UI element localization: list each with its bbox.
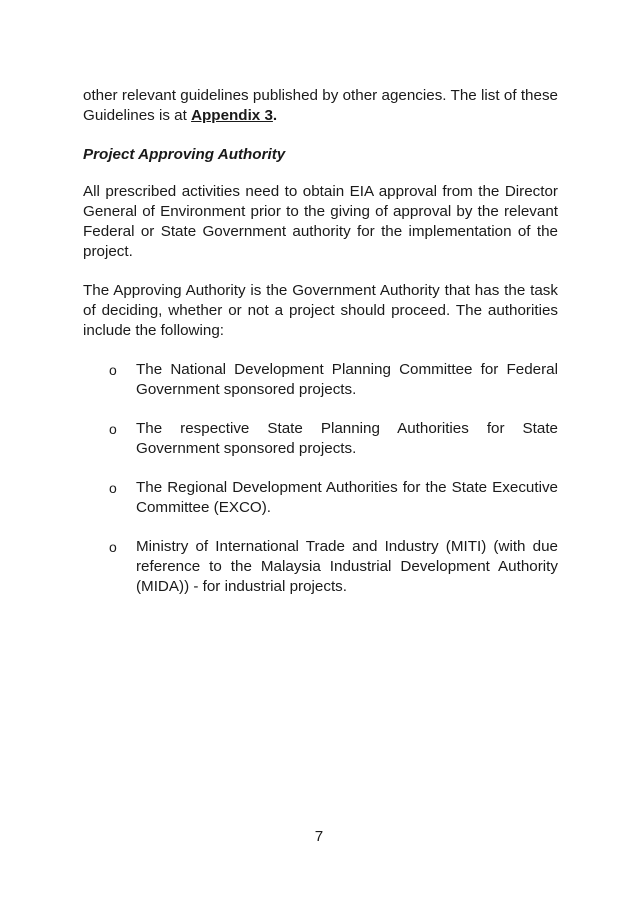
paragraph-approving-authority: The Approving Authority is the Government Authority that has the task of deciding, whether or not a project should proceed. The authorities include the following: — [83, 282, 558, 339]
section-heading: Project Approving Authority — [83, 146, 286, 163]
bullet-icon: o — [109, 362, 117, 378]
list-item-text: The respective State Planning Authorities for State Government sponsored projects. — [136, 420, 558, 457]
page-number: 7 — [314, 828, 324, 845]
intro-text: other relevant guidelines published by other agencies. The list of these Guidelines is at — [83, 87, 558, 124]
list-item — [83, 360, 558, 400]
list-item-text: Ministry of International Trade and Industry (MITI) (with due reference to the Malaysia Industrial Development Authority (MIDA)) - for industrial projects. — [136, 538, 558, 595]
list-item-text: The Regional Development Authorities for the State Executive Committee (EXCO). — [136, 479, 558, 516]
list-item-text: The National Development Planning Committee for Federal Government sponsored projects. — [136, 361, 558, 398]
page-content — [83, 86, 558, 616]
appendix-3-link[interactable]: Appendix 3 — [191, 107, 273, 124]
bullet-icon: o — [109, 480, 117, 496]
intro-end: . — [272, 107, 278, 124]
authorities-list — [83, 360, 558, 597]
list-item — [83, 537, 558, 597]
bullet-icon: o — [109, 539, 117, 555]
paragraph-approval: All prescribed activities need to obtain EIA approval from the Director General of Environment prior to the giving of approval by the relevant Federal or State Government authority for the implementation of the project. — [83, 183, 558, 260]
list-item — [83, 419, 558, 459]
intro-paragraph — [83, 86, 558, 126]
list-item — [83, 478, 558, 518]
bullet-icon: o — [109, 421, 117, 437]
